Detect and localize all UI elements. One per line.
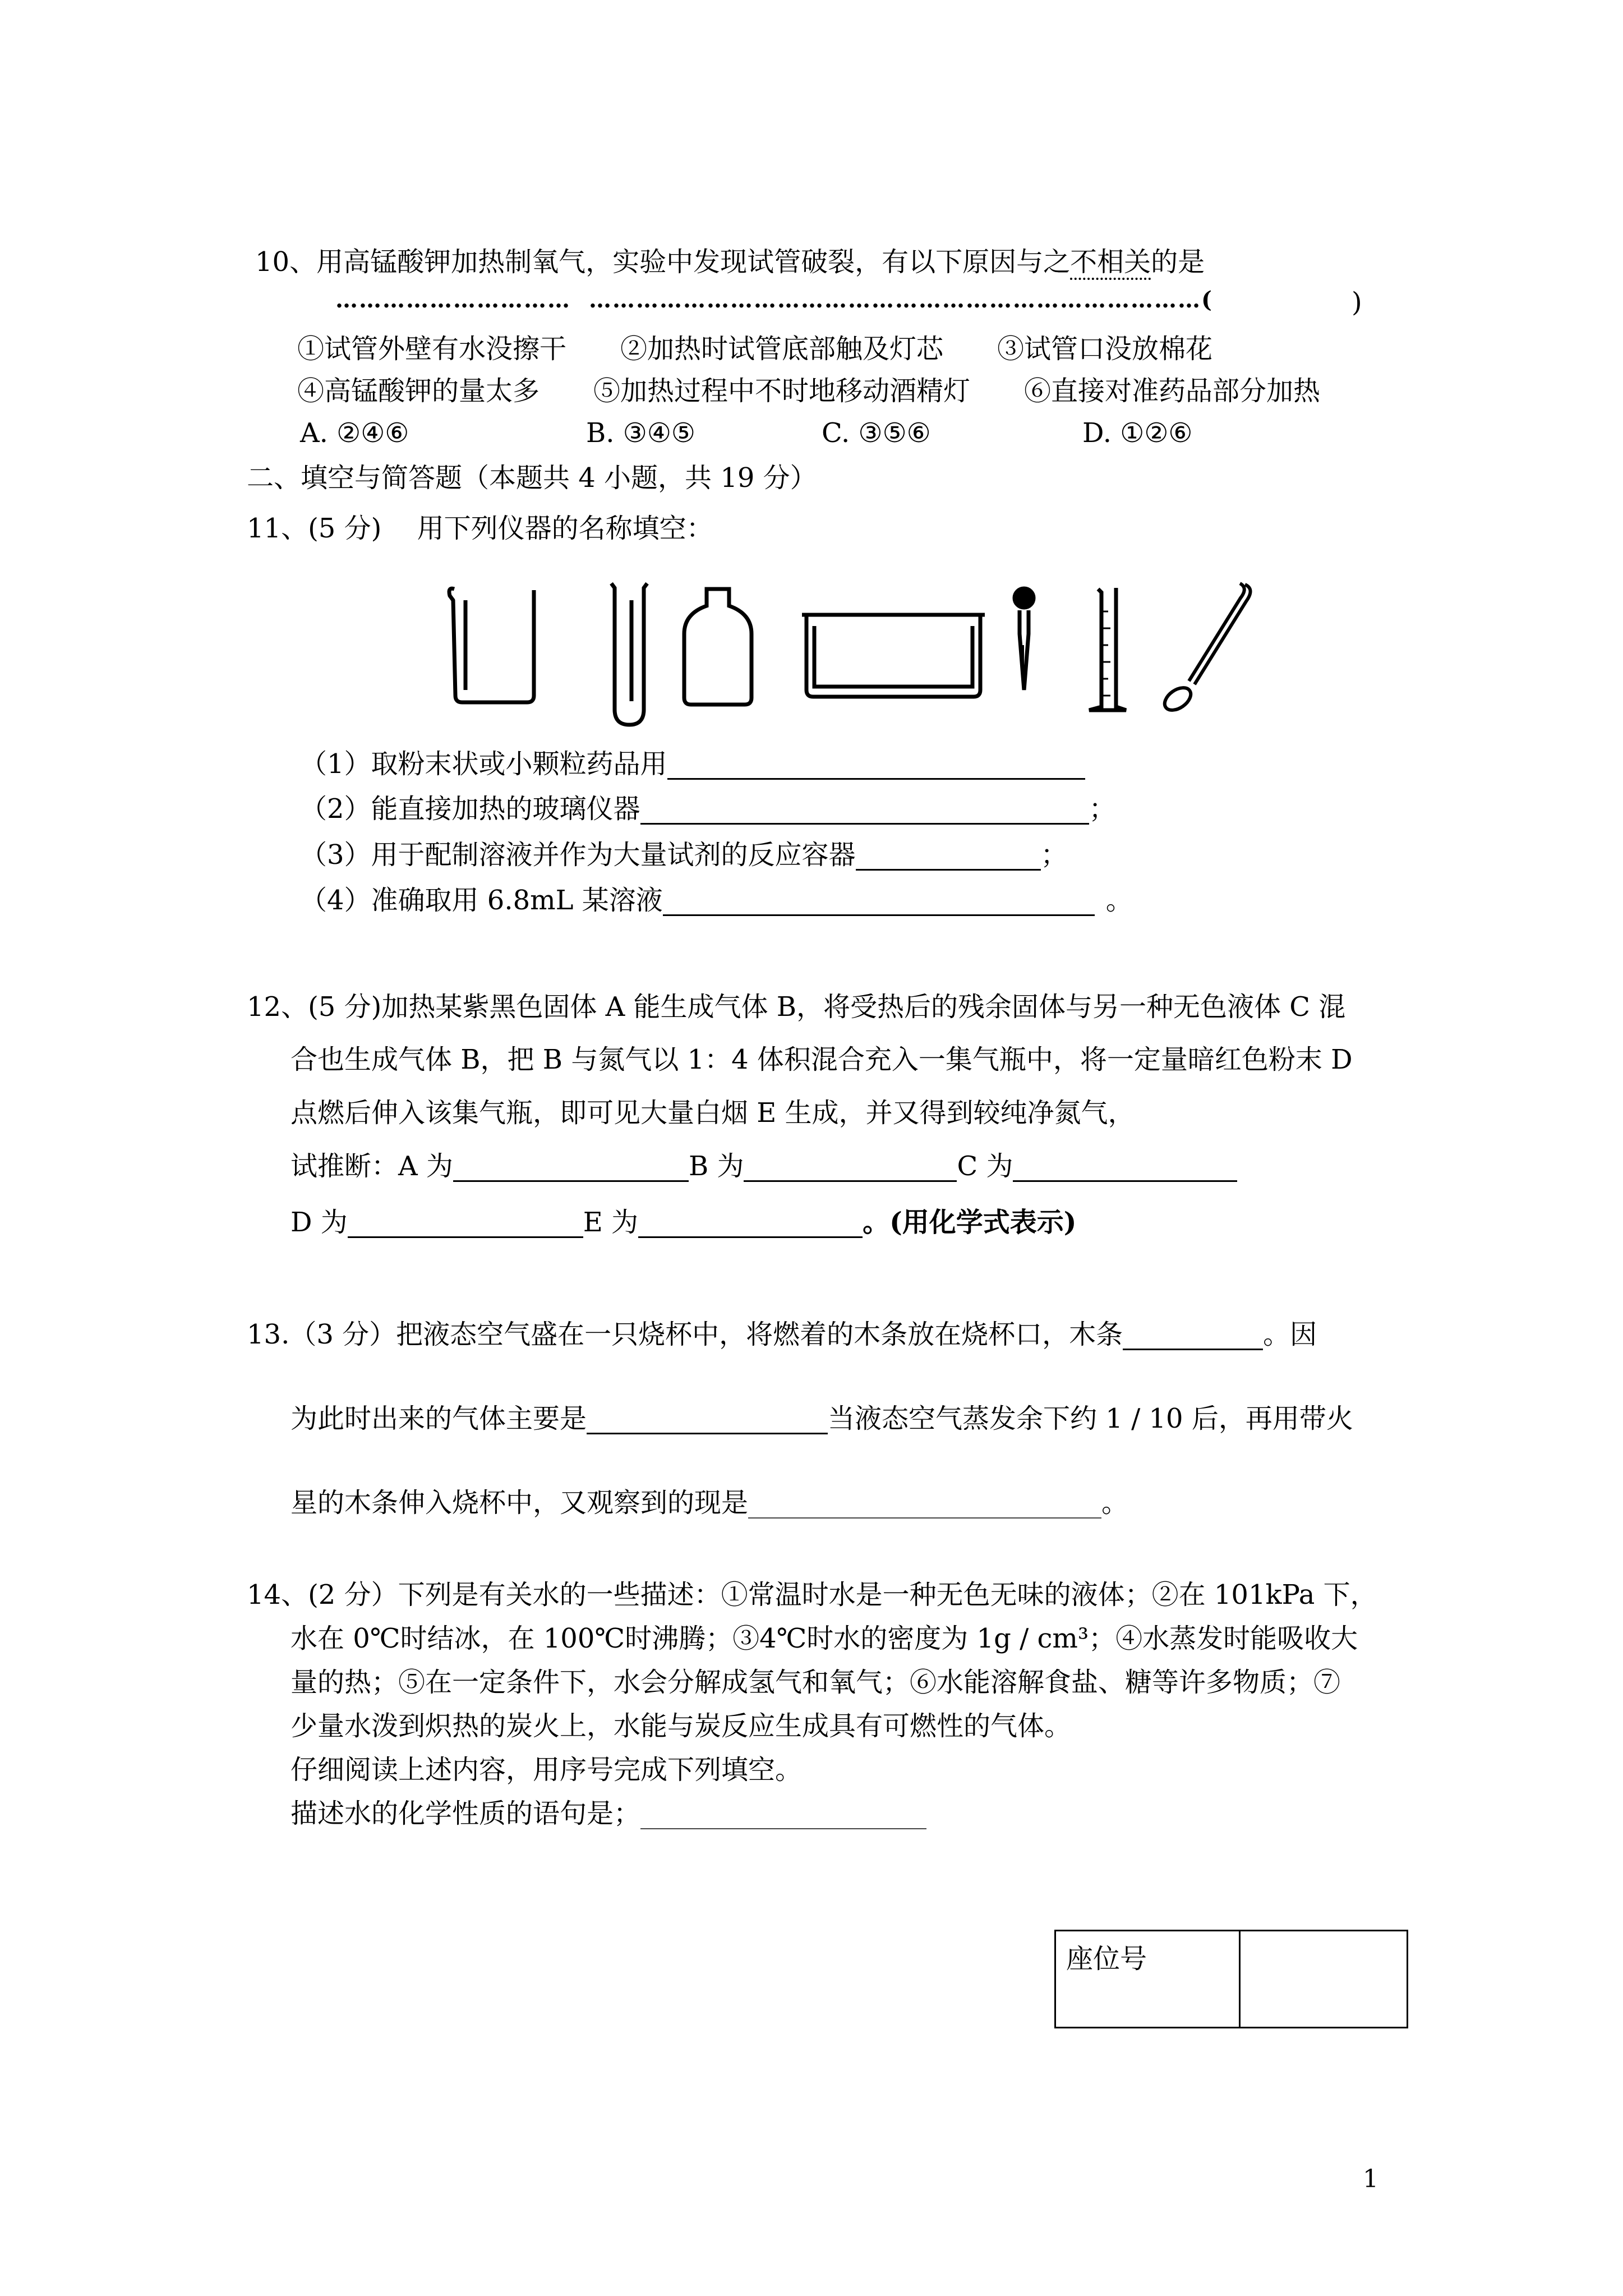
page-number: 1 [1363,2165,1378,2193]
test-tube-icon [611,583,647,725]
q12-answer-b[interactable] [744,1152,957,1182]
q12-infer-row-2 [291,1207,1077,1238]
medicine-spoon-icon [1161,583,1251,715]
q10-dot-leader-left: ………………………… [335,287,571,313]
q12-line-3: 点燃后伸入该集气瓶，即可见大量白烟 E 生成，并又得到较纯净氮气， [291,1097,1135,1129]
q12-label-c: C 为 [957,1151,1013,1182]
section2-title: 二、填空与简答题（本题共 4 小题，共 19 分） [247,462,817,494]
q10-answer-paren-close: ) [1352,287,1362,318]
q13-line-3 [291,1488,1128,1519]
q11-answer-blank-3[interactable] [856,841,1041,871]
q10-options-row1: ①试管外壁有水没擦干 ②加热时试管底部触及灯芯 ③试管口没放棉花 [297,333,1213,365]
q12-answer-e[interactable] [638,1208,863,1238]
dropper-icon [1013,587,1035,690]
q12-infer-row-1 [291,1151,1237,1182]
q11-item-4-text: （4）准确取用 6.8mL 某溶液 [300,885,663,916]
q10-options-row2: ④高锰酸钾的量太多 ⑤加热过程中不时地移动酒精灯 ⑥直接对准药品部分加热 [297,375,1321,407]
q10-choice-d: D. ①②⑥ [1082,417,1193,449]
q12-label-e: E 为 [583,1207,639,1238]
q11-item-2 [300,794,1116,825]
q14-line-2: 水在 0℃时结冰，在 100℃时沸腾；③4℃时水的密度为 1g / cm³；④水蒸发时能吸收大 [291,1623,1358,1654]
q12-answer-a[interactable] [453,1152,689,1182]
q13-line-2 [291,1404,1353,1434]
q10-stem-emphasis: 不相关 [1070,246,1151,280]
q13-line-2-end: 当液态空气蒸发余下约 1 / 10 后，再用带火 [828,1403,1353,1434]
q10-choice-a: A. ②④⑥ [300,417,409,449]
q12-answer-d[interactable] [348,1208,583,1238]
q10-stem-prefix: 10、用高锰酸钾加热制氧气，实验中发现试管破裂，有以下原因与之 [255,246,1071,278]
q12-line-2: 合也生成气体 B，把 B 与氮气以 1：4 体积混合充入一集气瓶中，将一定量暗红色粉末 D [291,1044,1353,1075]
q13-line-2-text: 为此时出来的气体主要是 [291,1403,587,1434]
q10-stem-suffix: 的是 [1151,246,1205,278]
q11-item-2-text: （2）能直接加热的玻璃仪器 [300,793,640,825]
q12-format-note: 。(用化学式表示) [863,1207,1077,1238]
q11-item-2-end: ； [1089,793,1116,825]
q12-label-a: 试推断：A 为 [291,1151,453,1182]
q11-item-3 [300,840,1068,871]
q11-item-3-text: （3）用于配制溶液并作为大量试剂的反应容器 [300,839,856,871]
seat-number-box [1054,1930,1408,2028]
q14-line-1: 14、(2 分）下列是有关水的一些描述：①常温时水是一种无色无味的液体；②在 101kPa 下， [247,1579,1377,1611]
q11-stem: 11、(5 分) 用下列仪器的名称填空： [247,513,713,544]
q13-line-1-text: 13.（3 分）把液态空气盛在一只烧杯中，将燃着的木条放在烧杯口，木条 [247,1319,1123,1350]
beaker-icon [449,588,534,702]
q11-answer-blank-2[interactable] [640,795,1089,825]
q11-answer-blank-1[interactable] [667,750,1085,780]
q11-item-1 [300,749,1085,780]
q14-line-4: 少量水泼到炽热的炭火上，水能与炭反应生成具有可燃性的气体。 [291,1710,1072,1742]
q11-item-4 [300,885,1133,916]
q13-line-3-text: 星的木条伸入烧杯中，又观察到的现是 [291,1487,749,1519]
lab-apparatus-figure [443,578,1262,735]
seat-number-field[interactable] [1240,1931,1408,2028]
seat-number-label: 座位号 [1055,1931,1240,2028]
q14-line-3: 量的热；⑤在一定条件下，水会分解成氢气和氧气；⑥水能溶解食盐、糖等许多物质；⑦ [291,1667,1341,1698]
q10-choice-c: C. ③⑤⑥ [822,417,931,449]
q13-answer-3[interactable] [748,1489,1101,1519]
trough-icon [802,615,985,697]
q14-answer[interactable] [640,1800,926,1829]
q13-line-3-end: 。 [1101,1487,1129,1519]
q12-label-b: B 为 [688,1151,744,1182]
graduated-cylinder-icon [1089,588,1126,710]
q10-stem [255,247,1205,278]
q13-line-1-end: 。因 [1263,1319,1317,1350]
q11-item-3-end: ； [1040,839,1068,871]
q10-dot-leader-right: ……………………………………………………………………( [589,287,1213,313]
q11-answer-blank-4[interactable] [663,886,1095,916]
q11-item-1-text: （1）取粉末状或小颗粒药品用 [300,748,667,780]
q14-line-6 [291,1798,926,1829]
q14-line-5: 仔细阅读上述内容，用序号完成下列填空。 [291,1754,803,1786]
q13-line-1 [247,1319,1317,1350]
reagent-bottle-icon [684,589,751,705]
q13-answer-2[interactable] [587,1405,828,1434]
q12-answer-c[interactable] [1013,1152,1237,1182]
q12-line-1: 12、(5 分)加热某紫黑色固体 A 能生成气体 B，将受热后的残余固体与另一种无色液体 C 混 [247,991,1346,1023]
q12-label-d: D 为 [291,1207,348,1238]
q10-choice-b: B. ③④⑤ [586,417,695,449]
q14-line-6-text: 描述水的化学性质的语句是； [291,1798,641,1829]
q13-answer-1[interactable] [1123,1320,1263,1350]
q11-item-4-end: 。 [1105,885,1133,916]
